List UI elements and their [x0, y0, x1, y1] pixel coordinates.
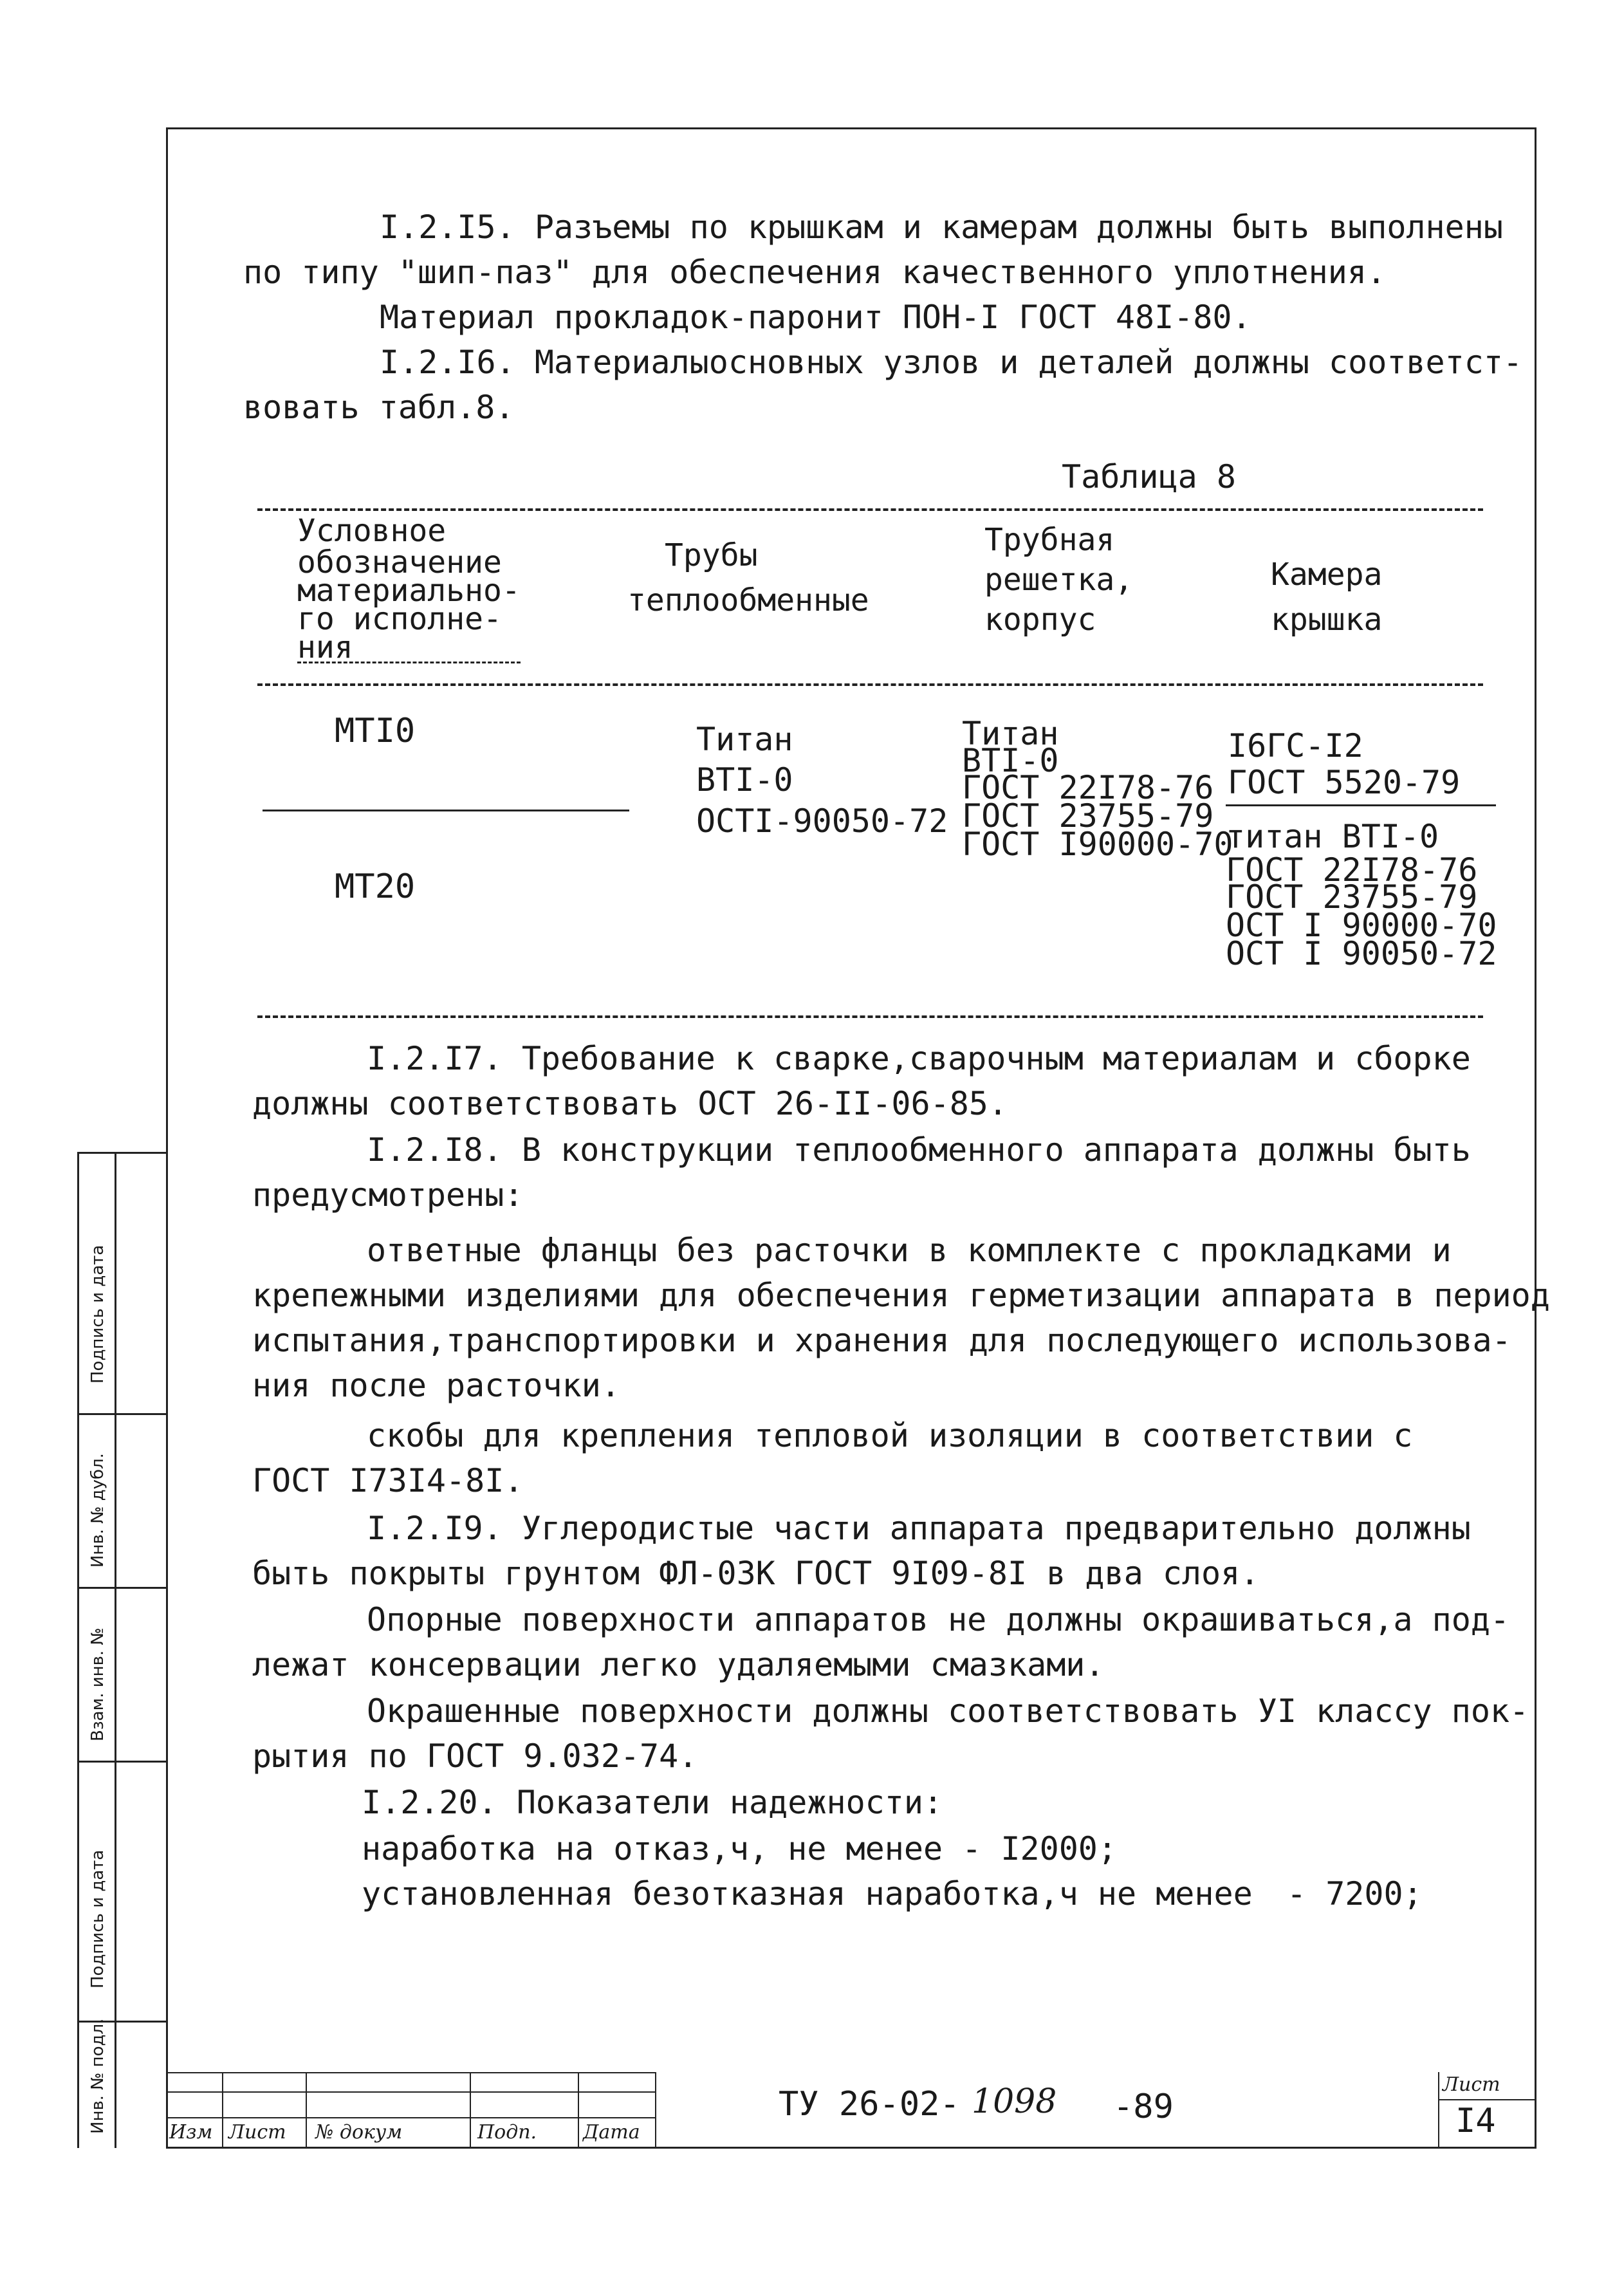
header-col-tubes [627, 533, 869, 623]
paragraph-8-line-2: быть покрыты грунтом ФЛ-03К ГОСТ 9I09-8I в два слоя. [252, 1555, 1260, 1592]
paragraph-3-line-2: вовать табл.8. [243, 389, 515, 426]
paragraph-13-line-1: установленная безотказная наработка,ч не менее [362, 1875, 1253, 1912]
paragraph-6-line-3: испытания,транспортировки и хранения для последующего использова- [252, 1322, 1511, 1359]
paragraph-7-line-2: ГОСТ I73I4-8I. [252, 1462, 524, 1499]
header-col-chamber [1271, 552, 1382, 642]
header-col-grid-line-2: решетка, [984, 562, 1134, 598]
title-block-col-line-4 [578, 2072, 579, 2148]
sheet-label: Лист [1443, 2073, 1500, 2096]
paragraph-6-line-4: ния после расточки. [252, 1367, 620, 1404]
cell-chamber-divider [1226, 804, 1496, 806]
paragraph-6-line-1: ответные фланцы без расточки в комплекте с прокладками и [367, 1232, 1452, 1269]
cell-chamber-bottom-line-1: титан ВТI-0 [1226, 818, 1439, 855]
document-year: -89 [1113, 2088, 1174, 2126]
side-strip-divider-2 [77, 1587, 167, 1589]
cell-grid-line-5: ГОСТ I90000-70 [962, 826, 1233, 863]
frame-top-border [166, 127, 1536, 129]
side-strip-divider-1 [77, 1413, 167, 1415]
paragraph-10-line-2: рытия по ГОСТ 9.032-74. [252, 1737, 698, 1775]
paragraph-5-line-2: предусмотрены: [252, 1176, 524, 1214]
header-col-designation-line-5: ния [297, 633, 521, 663]
title-block-col-sheet: Лист [228, 2121, 286, 2144]
frame-left-border [166, 127, 168, 2148]
paragraph-10-line-1: Окрашенные поверхности должны соответствовать УI классу пок- [367, 1692, 1529, 1730]
header-col-chamber-line-2: крышка [1271, 602, 1383, 638]
header-col-grid-line-3: корпус [984, 602, 1096, 638]
frame-bottom-border [166, 2147, 1536, 2149]
cell-grid [962, 715, 1233, 863]
header-col-tubes-line-2: теплообменные [627, 582, 869, 618]
paragraph-1-line-2: по типу "шип-паз" для обеспечения качественного уплотнения. [243, 254, 1387, 291]
header-col-grid [984, 520, 1133, 640]
table-caption: Таблица 8 [1062, 458, 1236, 495]
row-designation-divider [263, 810, 629, 811]
paragraph-9-line-1: Опорные поверхности аппаратов не должны окрашиваться,а под- [367, 1601, 1510, 1638]
paragraph-13-value: - 7200; [1287, 1875, 1423, 1912]
cell-chamber-bottom-line-5: ОСТ I 90050-72 [1226, 935, 1497, 972]
header-col-tubes-line-1: Трубы [665, 537, 758, 573]
title-block-row-line-2 [166, 2091, 655, 2093]
cell-grid-line-2: ВТI-0 [962, 742, 1059, 779]
header-col-designation-line-2: обозначение [297, 544, 502, 580]
paragraph-3-line-1: I.2.I6. Материалыосновных узлов и деталей должны соответст- [380, 344, 1523, 381]
title-block-col-line-6 [1438, 2072, 1439, 2148]
cell-tubes-line-3: ОСТI-90050-72 [696, 802, 948, 840]
table-top-rule [257, 508, 1483, 511]
cell-grid-line-3: ГОСТ 22I78-76 [962, 769, 1214, 806]
paragraph-12-line-1: наработка на отказ,ч, не менее - I2000; [362, 1830, 1117, 1867]
row-designation-mt20: МТ20 [335, 867, 416, 906]
header-col-chamber-line-1: Камера [1271, 557, 1383, 593]
cell-tubes [696, 719, 948, 842]
paragraph-4-line-1: I.2.I7. Требование к сварке,сварочным материалам и сборке [367, 1040, 1471, 1077]
paragraph-2-line-1: Материал прокладок-паронит ПОН-I ГОСТ 48I-80. [380, 299, 1251, 336]
title-block-col-line-5 [655, 2072, 656, 2148]
cell-tubes-line-1: Титан [696, 721, 793, 758]
side-strip-inner-line [115, 1152, 116, 2148]
title-block-row-line-1 [166, 2072, 655, 2073]
table-header-rule [257, 683, 1483, 686]
document-code: ТУ 26-02- [779, 2085, 960, 2124]
cell-chamber-bottom-line-2: ГОСТ 22I78-76 [1226, 851, 1478, 889]
title-block-col-line-3 [470, 2072, 471, 2148]
cell-chamber-bottom [1226, 816, 1497, 972]
paragraph-6-line-2: крепежными изделиями для обеспечения герметизации аппарата в период [252, 1277, 1550, 1314]
title-block-col-docnum: № докум [315, 2121, 403, 2144]
paragraph-7-line-1: скобы для крепления тепловой изоляции в соответствии с [367, 1417, 1413, 1454]
side-strip-label-signature-1: Подпись и дата [88, 1245, 107, 1384]
document-number: 1098 [972, 2082, 1057, 2121]
side-strip-label-original-inv: Инв. № подл. [88, 2018, 107, 2134]
paragraph-1-line-1: I.2.I5. Разъемы по крышкам и камерам должны быть выполнены [380, 208, 1503, 246]
side-strip-label-replacement-inv: Взам. инв. № [88, 1627, 107, 1741]
title-block-sheet-line [1438, 2099, 1536, 2100]
cell-chamber-top-line-2: ГОСТ 5520-79 [1228, 764, 1461, 801]
side-strip-top-line [77, 1152, 167, 1154]
paragraph-11-line-1: I.2.20. Показатели надежности: [362, 1784, 943, 1821]
side-strip-outer-line [77, 1152, 79, 2148]
header-col-designation-line-3: материально- [297, 573, 521, 609]
header-col-designation-line-4: го исполне- [297, 601, 502, 637]
title-block-col-line-2 [306, 2072, 307, 2148]
paragraph-9-line-2: лежат консервации легко удаляемыми смазками. [252, 1646, 1105, 1683]
cell-grid-line-4: ГОСТ 23755-79 [962, 797, 1214, 835]
side-strip-label-signature-2: Подпись и дата [88, 1849, 107, 1988]
cell-chamber-top [1228, 726, 1460, 799]
paragraph-4-line-2: должны соответствовать ОСТ 26-II-06-85. [252, 1085, 1008, 1122]
paragraph-5-line-1: I.2.I8. В конструкции теплообменного аппарата должны быть [367, 1131, 1471, 1169]
sheet-number: I4 [1455, 2102, 1496, 2140]
title-block-row-line-3 [166, 2117, 655, 2118]
header-col-designation-line-1: Условное [297, 513, 447, 549]
side-strip-label-duplicate-inv: Инв. № дубл. [88, 1453, 107, 1568]
cell-grid-line-1: Титан [962, 715, 1059, 752]
table-bottom-rule [257, 1015, 1483, 1018]
paragraph-8-line-1: I.2.I9. Углеродистые части аппарата предварительно должны [367, 1510, 1471, 1547]
header-col-designation [297, 514, 521, 663]
title-block-col-change: Изм [169, 2121, 213, 2144]
frame-right-border [1535, 127, 1536, 2148]
cell-tubes-line-2: ВТI-0 [696, 761, 793, 799]
row-designation-mt10: МТI0 [335, 712, 416, 750]
cell-chamber-top-line-1: I6ГС-I2 [1228, 727, 1363, 764]
side-strip-divider-3 [77, 1761, 167, 1763]
cell-chamber-bottom-line-4: ОСТ I 90000-70 [1226, 907, 1497, 944]
cell-chamber-bottom-line-3: ГОСТ 23755-79 [1226, 878, 1478, 916]
title-block-col-date: Дата [583, 2121, 640, 2144]
title-block-col-line-1 [222, 2072, 223, 2148]
header-col-grid-line-1: Трубная [984, 522, 1115, 558]
title-block-col-signature: Подп. [477, 2121, 537, 2144]
